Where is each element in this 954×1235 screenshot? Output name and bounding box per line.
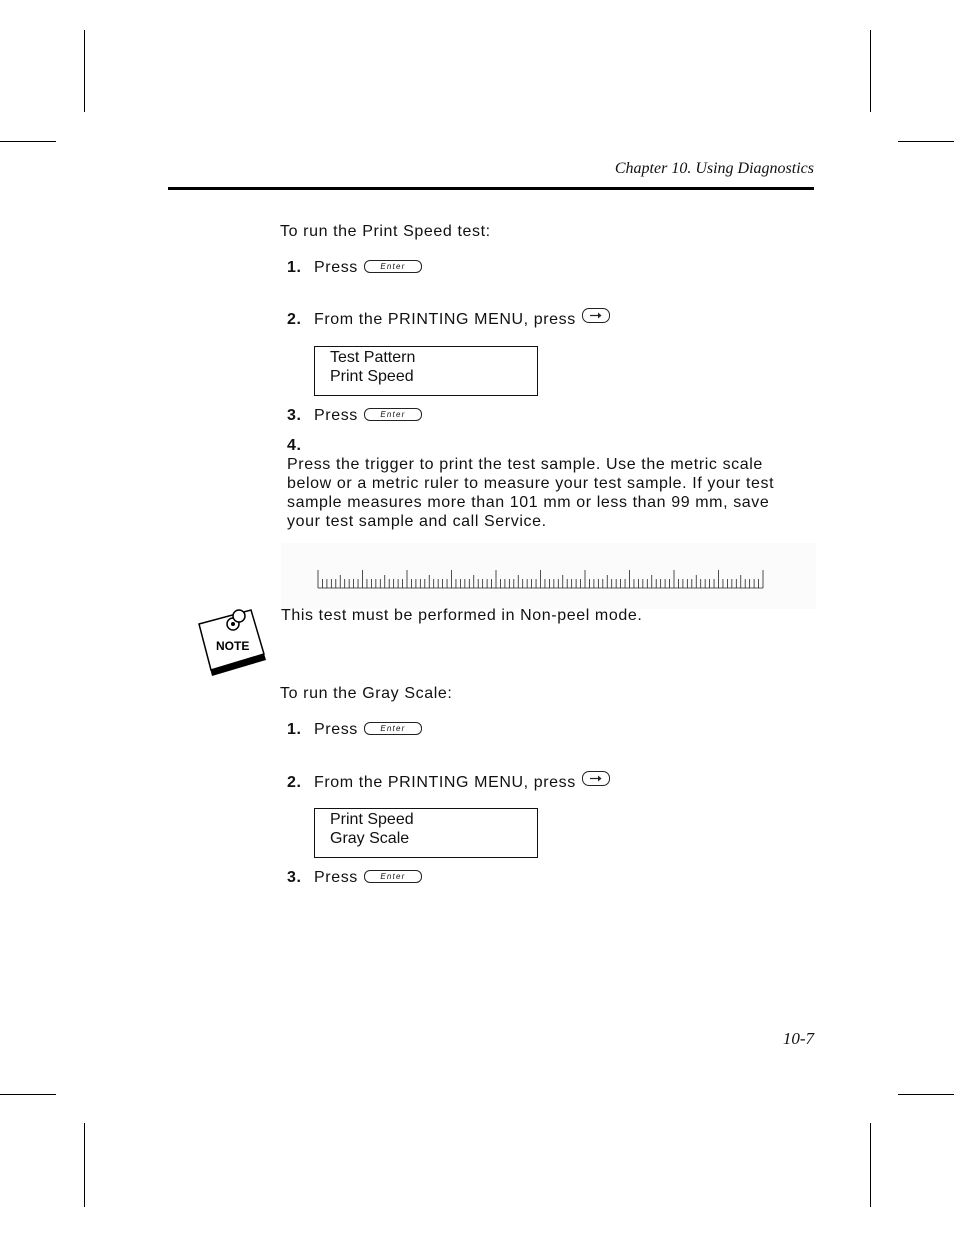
crop-mark	[84, 1123, 85, 1207]
header-rule	[168, 187, 814, 190]
crop-mark	[870, 1123, 871, 1207]
step-text: Press	[314, 721, 358, 738]
step-item	[287, 437, 807, 531]
lcd-line-1: Print Speed	[330, 811, 414, 828]
step-text: Press	[314, 407, 358, 424]
enter-key-icon: Enter	[364, 408, 422, 421]
step-number: 1.	[287, 721, 302, 738]
step-text: Press	[314, 869, 358, 886]
lcd-line-2: Print Speed	[330, 368, 414, 385]
step-item	[287, 869, 807, 887]
lcd-line-2: Gray Scale	[330, 830, 410, 847]
crop-mark	[84, 30, 85, 112]
crop-mark	[898, 1094, 954, 1095]
lcd-display	[314, 808, 538, 858]
step-item	[287, 721, 807, 739]
enter-key-icon: Enter	[364, 722, 422, 735]
step-number: 3.	[287, 407, 302, 424]
right-arrow-key-icon	[582, 771, 610, 786]
step-number: 2.	[287, 774, 302, 791]
lcd-display	[314, 346, 538, 396]
section-intro: To run the Print Speed test:	[280, 223, 491, 240]
step-item	[287, 407, 807, 425]
enter-key-icon: Enter	[364, 260, 422, 273]
metric-ruler	[310, 566, 770, 592]
enter-key-icon: Enter	[364, 870, 422, 883]
lcd-line-1: Test Pattern	[330, 349, 416, 366]
section-intro: To run the Gray Scale:	[280, 685, 453, 702]
step-text: From the PRINTING MENU, press	[314, 311, 576, 328]
note-icon	[196, 604, 270, 689]
step-text: Press	[314, 259, 358, 276]
step-number: 1.	[287, 259, 302, 276]
step-text: Press the trigger to print the test sample. Use the metric scale below or a metric ruler to measure your test sample. If your test sample measures more than 101 mm or less than 99 mm, save your test sample and call Service.	[287, 456, 775, 530]
page-number: 10-7	[782, 1029, 814, 1048]
crop-mark	[0, 1094, 56, 1095]
crop-mark	[0, 141, 56, 142]
step-item	[287, 259, 807, 277]
crop-mark	[870, 30, 871, 112]
note-text: This test must be performed in Non-peel mode.	[281, 607, 643, 624]
step-text: From the PRINTING MENU, press	[314, 774, 576, 791]
step-number: 2.	[287, 311, 302, 328]
note-badge-label: NOTE	[216, 639, 250, 653]
step-number: 4.	[287, 437, 302, 454]
step-number: 3.	[287, 869, 302, 886]
crop-mark	[898, 141, 954, 142]
step-item	[287, 308, 807, 329]
step-item	[287, 771, 807, 792]
right-arrow-key-icon	[582, 308, 610, 323]
running-header: Chapter 10. Using Diagnostics	[614, 160, 814, 177]
